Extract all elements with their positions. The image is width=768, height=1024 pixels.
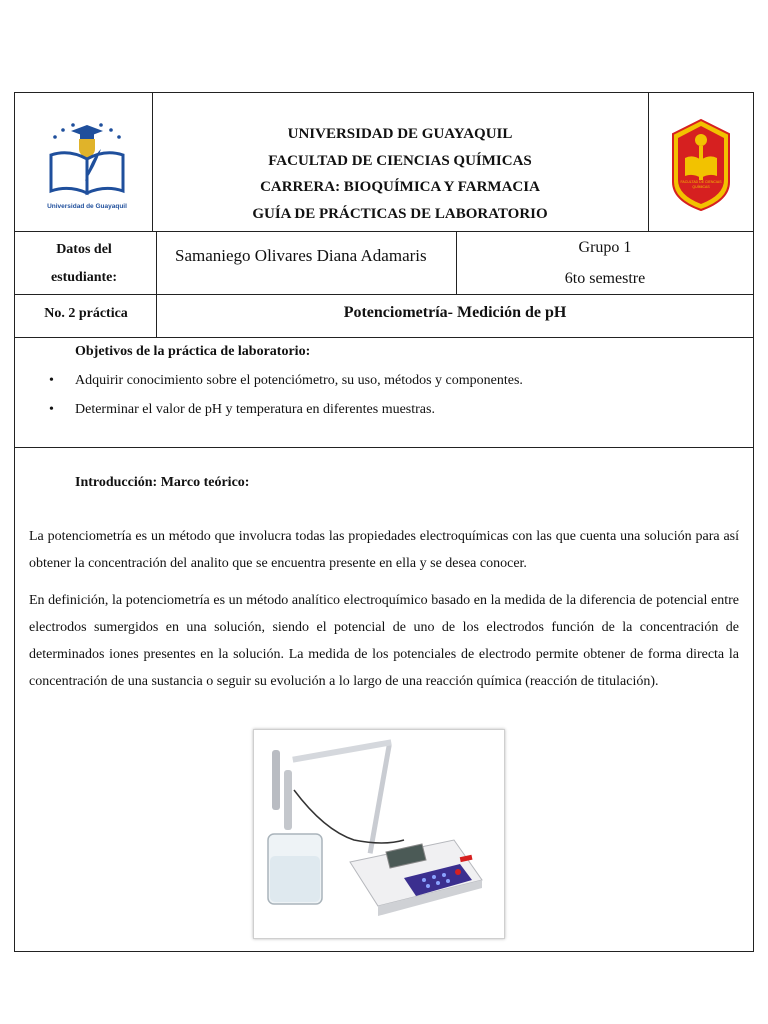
objectives-list xyxy=(31,366,523,424)
semester: 6to semestre xyxy=(564,270,646,287)
header-row xyxy=(15,93,753,232)
student-label xyxy=(15,236,153,292)
divider xyxy=(156,232,157,294)
group-number: Grupo 1 xyxy=(578,239,632,256)
faculty-shield-icon xyxy=(669,118,733,212)
student-label-line: estudiante: xyxy=(50,270,118,285)
practice-number: No. 2 práctica xyxy=(44,306,128,321)
faculty-shield-caption: FACULTAD DE CIENCIAS QUÍMICAS xyxy=(680,180,722,189)
objectives-section xyxy=(15,338,753,448)
guide-title: GUÍA DE PRÁCTICAS DE LABORATORIO xyxy=(252,205,548,222)
practice-title: Potenciometría- Medición de pH xyxy=(343,304,567,321)
faculty-name: FACULTAD DE CIENCIAS QUÍMICAS xyxy=(268,152,532,169)
student-name: Samaniego Olivares Diana Adamaris xyxy=(175,246,427,265)
university-logo-caption: Universidad de Guayaquil xyxy=(47,203,127,210)
document-frame xyxy=(14,92,754,952)
student-row xyxy=(15,232,753,295)
university-name: UNIVERSIDAD DE GUAYAQUIL xyxy=(287,126,513,142)
ph-meter-photo xyxy=(253,729,505,939)
practice-row xyxy=(15,295,753,338)
objective-item: • Adquirir conocimiento sobre el potenciómetro, su uso, métodos y componentes. xyxy=(31,366,523,395)
university-logo-icon xyxy=(37,119,137,211)
divider xyxy=(648,93,649,231)
intro-paragraph: En definición, la potenciometría es un método analítico electroquímico basado en la medida de la diferencia de potencial entre electrodos sumergidos en una solución, siendo el potencial de uno de los electrodos función de la concentración de determinados iones presentes en la solución. La medida de los potenciales de electrodo permite obtener de forma directa la concentración de una sustancia o seguir su evolución a lo largo de una reacción química (reacción de titulación). xyxy=(29,593,739,689)
intro-title: Introducción: Marco teórico: xyxy=(75,475,250,490)
student-label-line: Datos del xyxy=(56,242,112,257)
objectives-title: Objetivos de la práctica de laboratorio: xyxy=(75,344,311,359)
career-name: CARRERA: BIOQUÍMICA Y FARMACIA xyxy=(260,179,540,195)
group-info xyxy=(457,232,753,294)
institution-header xyxy=(153,121,647,227)
intro-paragraph: La potenciometría es un método que involucra todas las propiedades electroquímicas con las que cuenta una solución para así obtener la concentración del analito que se encuentra presente en ella y se desea conocer. xyxy=(29,529,739,571)
objective-item: • Determinar el valor de pH y temperatura en diferentes muestras. xyxy=(31,395,523,424)
